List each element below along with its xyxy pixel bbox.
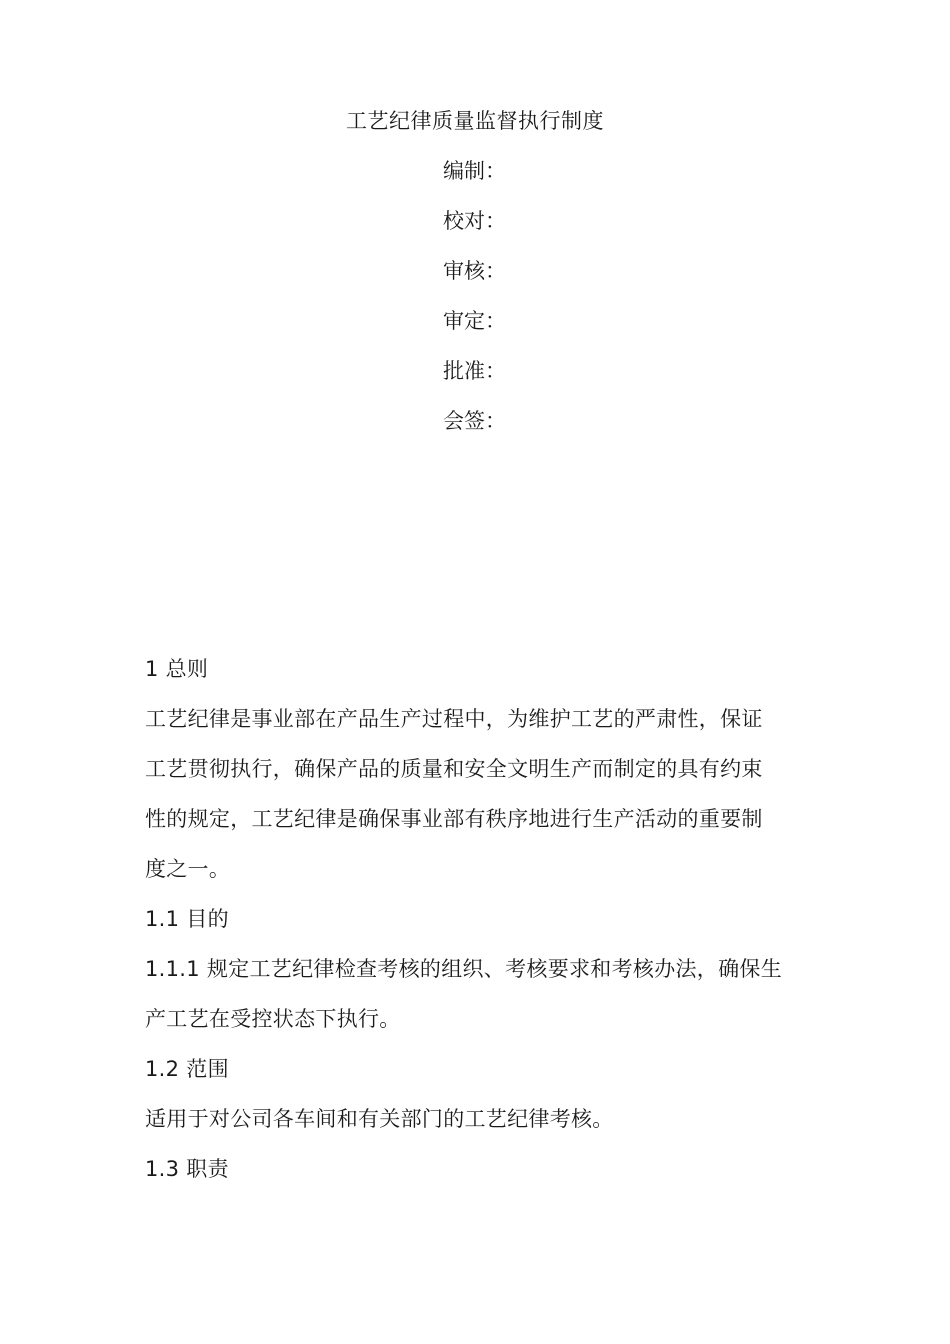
paragraph-line: 工艺贯彻执行，确保产品的质量和安全文明生产而制定的具有约束 [145,757,763,781]
sign-field-verify: 审定： [443,309,506,333]
signature-block [443,156,643,456]
paragraph-line: 适用于对公司各车间和有关部门的工艺纪律考核。 [145,1107,614,1131]
paragraph-line: 1.1.1 规定工艺纪律检查考核的组织、考核要求和考核办法，确保生 [145,957,783,981]
section-heading-scope: 1.2 范围 [145,1057,229,1081]
document-body [145,654,810,1204]
paragraph-line: 性的规定，工艺纪律是确保事业部有秩序地进行生产活动的重要制 [145,807,763,831]
document-title: 工艺纪律质量监督执行制度 [346,109,604,133]
sign-field-review: 审核： [443,259,506,283]
sign-field-countersign: 会签： [443,409,506,433]
section-heading-responsibilities: 1.3 职责 [145,1157,229,1181]
sign-field-approve: 批准： [443,359,506,383]
paragraph-line: 度之一。 [145,857,231,881]
paragraph-line: 产工艺在受控状态下执行。 [145,1007,401,1031]
section-heading-general: 1 总则 [145,657,209,681]
section-heading-purpose: 1.1 目的 [145,907,229,931]
sign-field-compile: 编制： [443,159,506,183]
paragraph-line: 工艺纪律是事业部在产品生产过程中，为维护工艺的严肃性，保证 [145,707,763,731]
sign-field-proofread: 校对： [443,209,506,233]
